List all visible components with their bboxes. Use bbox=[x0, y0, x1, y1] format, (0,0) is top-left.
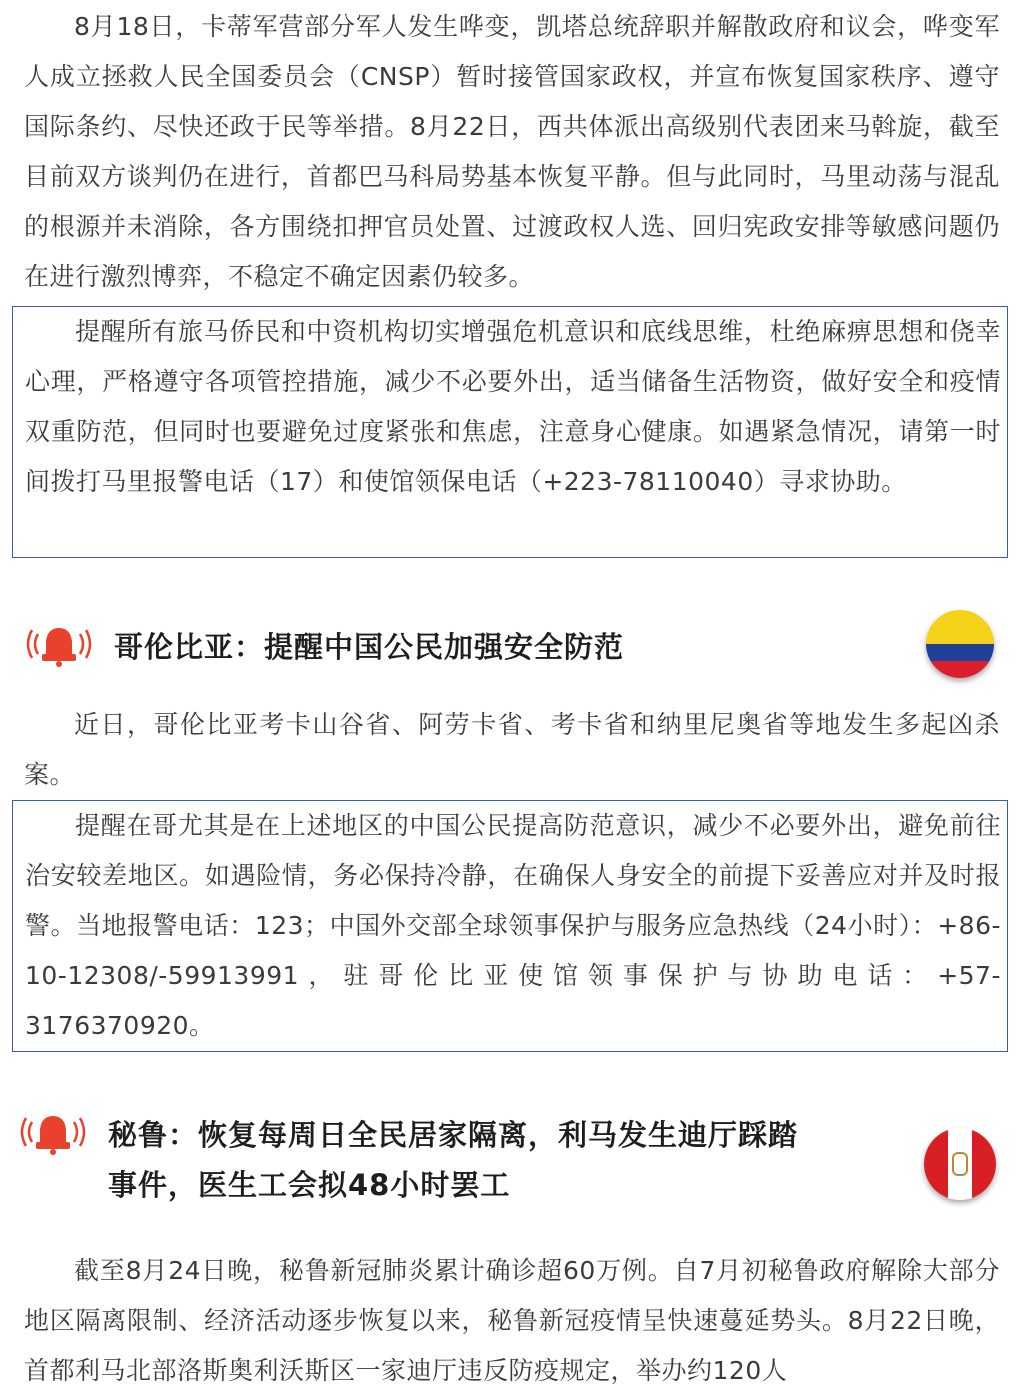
mali-reminder-text: 提醒所有旅马侨民和中资机构切实增强危机意识和底线思维，杜绝麻痹思想和侥幸心理，严格遵守各项管控措施，减少不必要外出，适当储备生活物资，做好安全和疫情双重防范，但同时也要避免过度紧张和焦虑，注意身心健康。如遇紧急情况，请第一时间拨打马里报警电话（17）和使馆领保电话（+223-78110040）寻求协助。 bbox=[25, 317, 1001, 496]
alarm-bell-icon bbox=[24, 624, 94, 668]
peru-title-line-2: 事件，医生工会拟48小时罢工 bbox=[108, 1168, 511, 1202]
alarm-bell-icon bbox=[18, 1112, 88, 1156]
colombia-reminder-box bbox=[12, 800, 1008, 1052]
mali-reminder-box bbox=[12, 306, 1008, 558]
colombia-heading bbox=[24, 600, 1000, 690]
peru-flag-icon bbox=[924, 1128, 996, 1200]
peru-title-line-1: 秘鲁：恢复每周日全民居家隔离，利马发生迪厅踩踏 bbox=[108, 1118, 799, 1152]
mali-paragraph: 8月18日，卡蒂军营部分军人发生哗变，凯塔总统辞职并解散政府和议会，哗变军人成立拯救人民全国委员会（CNSP）暂时接管国家政权，并宣布恢复国家秩序、遵守国际条约、尽快还政于民等举措。8月22日，西共体派出高级别代表团来马斡旋，截至目前双方谈判仍在进行，首都巴马科局势基本恢复平静。但与此同时，马里动荡与混乱的根源并未消除，各方围绕扣押官员处置、过渡政权人选、回归宪政安排等敏感问题仍在进行激烈博弈，不稳定不确定因素仍较多。 bbox=[24, 12, 1000, 291]
colombia-flag-icon bbox=[926, 610, 994, 678]
colombia-reminder-text: 提醒在哥尤其是在上述地区的中国公民提高防范意识，减少不必要外出，避免前往治安较差地区。如遇险情，务必保持冷静，在确保人身安全的前提下妥善应对并及时报警。当地报警电话：123；中国外交部全球领事保护与服务应急热线（24小时）：+86-10-12308/-59913991，驻哥伦比亚使馆领事保护与协助电话：+57-3176370920。 bbox=[25, 811, 1001, 1040]
colombia-paragraph: 近日，哥伦比亚考卡山谷省、阿劳卡省、考卡省和纳里尼奥省等地发生多起凶杀案。 bbox=[24, 710, 1000, 789]
peru-paragraph: 截至8月24日晚，秘鲁新冠肺炎累计确诊超60万例。自7月初秘鲁政府解除大部分地区隔离限制、经济活动逐步恢复以来，秘鲁新冠疫情呈快速蔓延势头。8月22日晚，首都利马北部洛斯奥利沃斯区一家迪厅违反防疫规定，举办约120人 bbox=[24, 1256, 1000, 1385]
colombia-title: 哥伦比亚：提醒中国公民加强安全防范 bbox=[114, 630, 625, 664]
peru-heading bbox=[24, 1098, 1000, 1208]
